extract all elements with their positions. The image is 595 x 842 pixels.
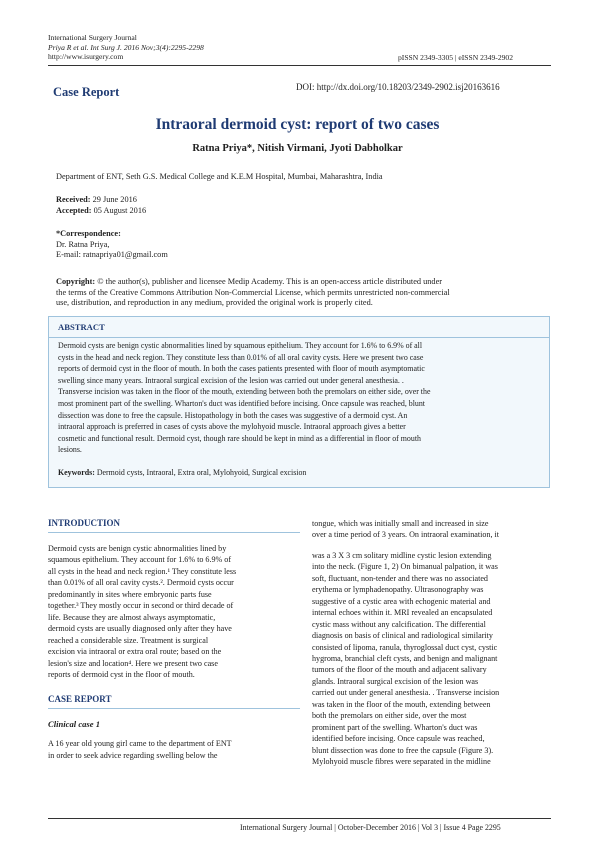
abstract-heading: ABSTRACT [58, 322, 105, 332]
abstract-line: intraoral approach is preferred in cases of cysts above the mylohyoid muscle. Intraoral approach gives a better [58, 422, 406, 432]
right-line: hygroma, branchial cleft cysts, and benign and malignant [312, 653, 498, 663]
correspondence-label: *Correspondence: [56, 229, 121, 238]
citation: Priya R et al. Int Surg J. 2016 Nov;3(4):2295-2298 [48, 42, 204, 52]
intro-line: reports of dermoid cyst in the floor of mouth. [48, 669, 195, 679]
accepted-label: Accepted: [56, 205, 92, 215]
right-line: tongue, which was initially small and increased in size [312, 519, 489, 528]
paragraph-gap [312, 541, 548, 550]
correspondence-name: Dr. Ratna Priya, [56, 239, 110, 249]
right-line: diagnosis on basis of clinical and radiological similarity [312, 631, 493, 641]
article-type: Case Report [53, 85, 120, 99]
right-line: soft, fluctuant, non-tender and there was no associated [312, 573, 488, 583]
copyright-label: Copyright: [56, 277, 96, 286]
right-line: both the premolars on either side, over the most [312, 711, 467, 721]
affiliation: Department of ENT, Seth G.S. Medical College and K.E.M Hospital, Mumbai, Maharashtra, India [56, 172, 383, 181]
abstract-line: dissection was done to free the capsule. Histopathology in both the cases was suggestive of a dermoid cyst. An [58, 410, 408, 420]
intro-line: all cysts in the head and neck region.¹ They constitute less [48, 566, 237, 576]
abstract-line: most prominent part of the swelling. Wharton's duct was identified before incising. Once capsule was reached, blunt [58, 398, 425, 408]
keywords-text: Dermoid cysts, Intraoral, Extra oral, Mylohyoid, Surgical excision [96, 468, 307, 477]
copyright-line: use, distribution, and reproduction in any medium, provided the original work is properly cited. [56, 298, 373, 307]
page-footer: International Surgery Journal | October-December 2016 | Vol 3 | Issue 4 Page 2295 [240, 823, 501, 832]
right-line: into the neck. (Figure 1, 2) On bimanual palpation, it was [312, 562, 498, 572]
intro-line: than 0.01% of all oral cavity cysts.². Dermoid cysts occur [48, 578, 234, 588]
accepted-date: 05 August 2016 [93, 205, 147, 215]
abstract-box [48, 316, 550, 488]
intro-line: predominantly in sites where embryonic parts fuse [48, 589, 212, 599]
intro-line: reached a considerable size. Treatment is surgical [48, 635, 209, 645]
intro-line: dermoid cysts are usually diagnosed only after they have [48, 624, 232, 634]
right-column [312, 518, 548, 768]
right-line: Mylohyoid muscle fibres were separated in the midline [312, 757, 491, 767]
section-rule [48, 532, 300, 533]
abstract-line: lesions. [58, 445, 82, 455]
right-line: glands. Intraoral surgical excision of the lesion was [312, 676, 479, 686]
copyright [56, 277, 546, 309]
header-rule [48, 65, 551, 66]
correspondence [56, 229, 168, 261]
right-line: was taken in the floor of the mouth, extending between [312, 699, 491, 709]
abstract-line: reports of dermoid cyst in the floor of mouth. In both the cases patients presented with floor of mouth asymptomatic [58, 364, 425, 374]
received-date: 29 June 2016 [92, 195, 137, 204]
abstract-line: swelling since many years. Intraoral surgical excision of the lesion was carried out under general anesthesia. . [58, 375, 404, 385]
intro-line: excision via intraoral or extra oral route; based on the [48, 647, 222, 657]
keywords [58, 467, 540, 479]
case-report-heading: CASE REPORT [48, 694, 112, 705]
authors: Ratna Priya*, Nitish Virmani, Jyoti Dabholkar [192, 143, 403, 154]
intro-line: lesion's size and location⁴. Here we present two case [48, 658, 218, 668]
right-line: erythema or lymphadenopathy. Ultrasonography was [312, 585, 484, 595]
case-line: A 16 year old young girl came to the department of ENT [48, 739, 232, 749]
copyright-line: the terms of the Creative Commons Attribution Non-Commercial License, which permits unrestricted non-commercial [56, 287, 450, 297]
footer-rule [48, 818, 551, 819]
left-column [48, 518, 300, 761]
abstract-rule [49, 337, 549, 338]
introduction-body [48, 543, 300, 680]
right-line: over a time period of 3 years. On intraoral examination, it [312, 530, 499, 540]
clinical-case-heading: Clinical case 1 [48, 719, 101, 730]
right-line: was a 3 X 3 cm solitary midline cystic lesion extending [312, 550, 492, 560]
article-title: Intraoral dermoid cyst: report of two cases [155, 116, 440, 133]
abstract-body [58, 340, 540, 456]
right-line: carried out under general anesthesia. . Transverse incision [312, 688, 500, 698]
abstract-line: Transverse incision was taken in the floor of the mouth, extending between both the premolars on either side, over the [58, 387, 431, 397]
abstract-line: cysts in the head and neck region. They constitute less than 0.01% of all oral cavity cysts. Here we present two case [58, 352, 424, 362]
intro-line: Dermoid cysts are benign cystic abnormalities lined by [48, 544, 227, 553]
intro-line: life. Because they are almost always asymptomatic, [48, 612, 216, 622]
right-line: blunt dissection was done to free the capsule (Figure 3). [312, 745, 494, 755]
right-line: tumors of the floor of the mouth and adjacent salivary [312, 665, 487, 675]
copyright-line: © the author(s), publisher and licensee Medip Academy. This is an open-access article distributed under [97, 277, 443, 286]
intro-line: squamous epithelium. They account for 1.6% to 6.9% of [48, 555, 232, 565]
right-line: consisted of lipoma, ranula, thyroglossal duct cyst, cystic [312, 642, 498, 652]
website-link[interactable]: http://www.isurgery.com [48, 52, 124, 62]
abstract-line: Dermoid cysts are benign cystic abnormalities lined by squamous epithelium. They account for 1.6% to 6.9% of all [58, 341, 423, 350]
abstract-line: cosmetic and functional result. Dermoid cyst, though rare should be kept in mind as a differential in floor of mouth [58, 433, 421, 443]
case-body [48, 738, 300, 761]
right-line: identified before incising. Once capsule was reached, [312, 734, 485, 744]
right-line: prominent part of the swelling. Wharton's duct was [312, 722, 478, 732]
right-line: cystic mass without any calcification. The differential [312, 619, 486, 629]
right-line: internal echoes within it. MRI revealed an encapsulated [312, 608, 493, 618]
introduction-heading: INTRODUCTION [48, 518, 121, 528]
journal-header [48, 33, 204, 62]
journal-name: International Surgery Journal [48, 33, 137, 42]
doi-link[interactable]: DOI: http://dx.doi.org/10.18203/2349-2902.isj20163616 [296, 82, 500, 92]
received-label: Received: [56, 195, 91, 204]
right-line: suggestive of a cystic area with echogenic material and [312, 596, 491, 606]
intro-line: together.³ They mostly occur in second or third decade of [48, 601, 234, 611]
dates [56, 195, 146, 216]
keywords-label: Keywords: [58, 468, 95, 477]
issn: pISSN 2349-3305 | eISSN 2349-2902 [398, 53, 514, 62]
correspondence-email[interactable]: E-mail: ratnapriya01@gmail.com [56, 250, 168, 259]
case-line: in order to seek advice regarding swelling below the [48, 750, 218, 760]
section-rule [48, 708, 300, 709]
